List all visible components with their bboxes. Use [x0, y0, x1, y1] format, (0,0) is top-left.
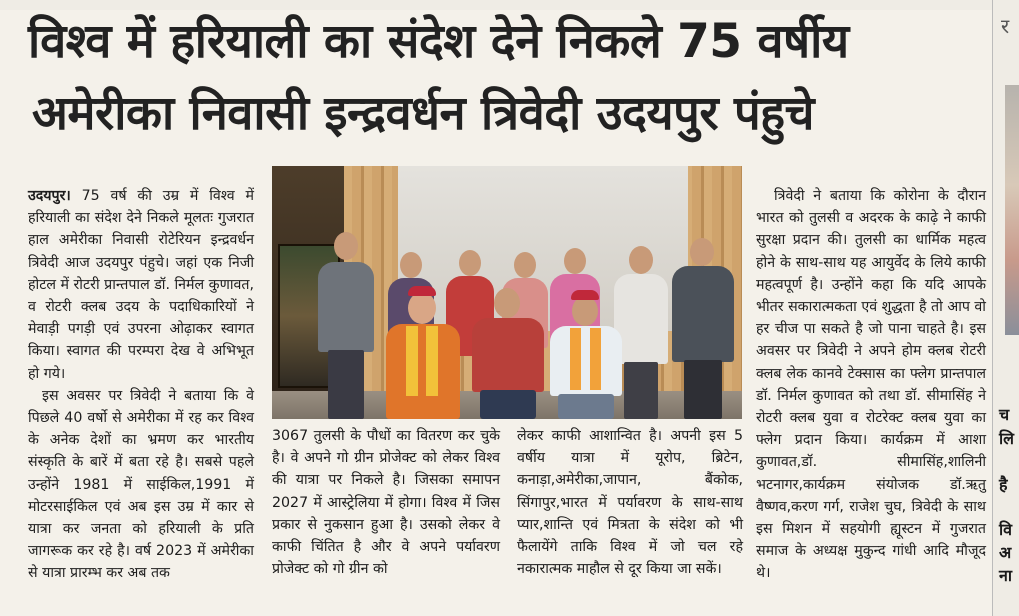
article-column-3: लेकर काफी आशान्वित है। अपनी इस 5 वर्षीय यात्रा में यूरोप, ब्रिटेन, कनाड़ा,अमेरीका,जापान, बैंकोक, सिंगापुर,भारत में पर्यावरण के साथ-साथ प्यार,शान्ति एवं मित्रता के संदेश को भी फैलायेंगे ताकि विश्व में जो चल रहे नकारात्मक माहौल से दूर किया जा सकें। — [517, 428, 743, 578]
dateline: उदयपुर। — [28, 188, 71, 204]
headline-line-2: अमेरीका निवासी इन्द्रवर्धन त्रिवेदी उदयपुर पंहुचे — [32, 86, 814, 141]
article-column-4 — [756, 185, 986, 585]
top-cut-strip — [0, 0, 1019, 10]
edge-letter-5: अ — [999, 543, 1012, 562]
column-1-paragraph-2: इस अवसर पर त्रिवेदी ने बताया कि वे पिछले 40 वर्षो से अमेरीका में रह कर विश्व के अनेक देशों का भ्रमण कर भारतीय संस्कृति के बारें में बता रहे है। सबसे पहले उन्होंने 1981 में साईकिल,1991 में मोटरसाईकिल एवं अब इस उम्र में कार से यात्रा कर जनता को हरियाली के प्रति जागरूक कर रहे है। वर्ष 2023 में अमेरीका से यात्रा प्रारम्भ कर अब तक — [28, 387, 254, 582]
edge-letter-2: लि — [999, 429, 1014, 448]
person-standing-1 — [316, 232, 376, 419]
edge-photo-fragment — [1005, 85, 1019, 335]
edge-heading-fragment: र — [1001, 14, 1010, 38]
edge-letter-6: ना — [999, 566, 1013, 585]
article-column-2: 3067 तुलसी के पौधों का वितरण कर चुके है। वे अपने गो ग्रीन प्रोजेक्ट को लेकर विश्व की यात्रा पर निकले है। जिसका समापन 2027 में आस्ट्रेलिया में होगा। विश्व में जिस प्रकार से नुकसान हुआ है। उसको लेकर वे काफी चिंतित है और वे अपने पर्यावरण प्रोजेक्ट को गो ग्रीन को — [272, 428, 500, 578]
column-1-paragraph-1 — [28, 185, 254, 385]
column-4-paragraph: त्रिवेदी ने बताया कि कोरोना के दौरान भारत को तुलसी व अदरक के काढ़े ने काफी सुरक्षा प्रदान की। तुलसी का धार्मिक महत्व होने के साथ-साथ यह आयुर्वेद के लिये काफी महत्वपूर्ण है। उन्होंने कहा कि यदि आपके भीतर सकारात्मकता एवं शुद्धता है तो आप वो हर चीज पा सकते है जो पाना चाहते है। इस अवसर पर त्रिवेदी ने अपने होम क्लब रोटरी क्लब लेक कानवे टेक्सास का फ्लेग प्रान्तपाल डॉ. निर्मल कुणावत को तथा डॉ. सीमासिंह ने रोटरी क्लब युवा व रोटरेक्ट क्लब युवा का फ्लेग प्रदान किया। कार्यक्रम में आशा कुणावत,डॉ. सीमासिंह,शालिनी भटनागर,कार्यक्रम संयोजक डॉ.ऋतु वैष्णव,करण गर्ग, राजेश चुघ, त्रिवेदी के साथ इस मिशन में सहयोगी ह्यूस्टन में गुजरात समाज के अध्यक्ष मुकुन्द गांधी आदि मौजूद थे। — [756, 188, 986, 582]
person-seated-redcoat — [470, 288, 546, 419]
person-standing-7 — [670, 238, 736, 419]
person-seated-saffron-1 — [382, 292, 464, 419]
edge-letter-1: च — [999, 405, 1010, 424]
headline-line-1: विश्व में हरियाली का संदेश देने निकले 75 वर्षीय — [28, 14, 849, 69]
adjacent-page-edge — [992, 0, 1019, 616]
person-seated-saffron-2 — [548, 296, 624, 419]
edge-letter-4: वि — [999, 520, 1013, 539]
article-column-1 — [28, 185, 254, 585]
group-photo — [272, 166, 742, 419]
column-1-text-1: 75 वर्ष की उम्र में विश्व में हरियाली का संदेश देने निकले मूलतः गुजरात हाल अमेरीका निवासी रोटेरियन इन्द्रवर्धन त्रिवेदी आज उदयपुर पंहुचे। जहां एक निजी होटल में रोटरी प्रान्तपाल डॉ. निर्मल कुणावत, व रोटरी क्लब उदय के पदाधिकारियों ने मेवाड़ी पगड़ी एवं उपरना ओढ़ाकर स्वागत किया। स्वागत की परम्परा देख वे अभिभूत हो गये। — [28, 188, 254, 382]
edge-letter-3: है — [999, 475, 1008, 494]
